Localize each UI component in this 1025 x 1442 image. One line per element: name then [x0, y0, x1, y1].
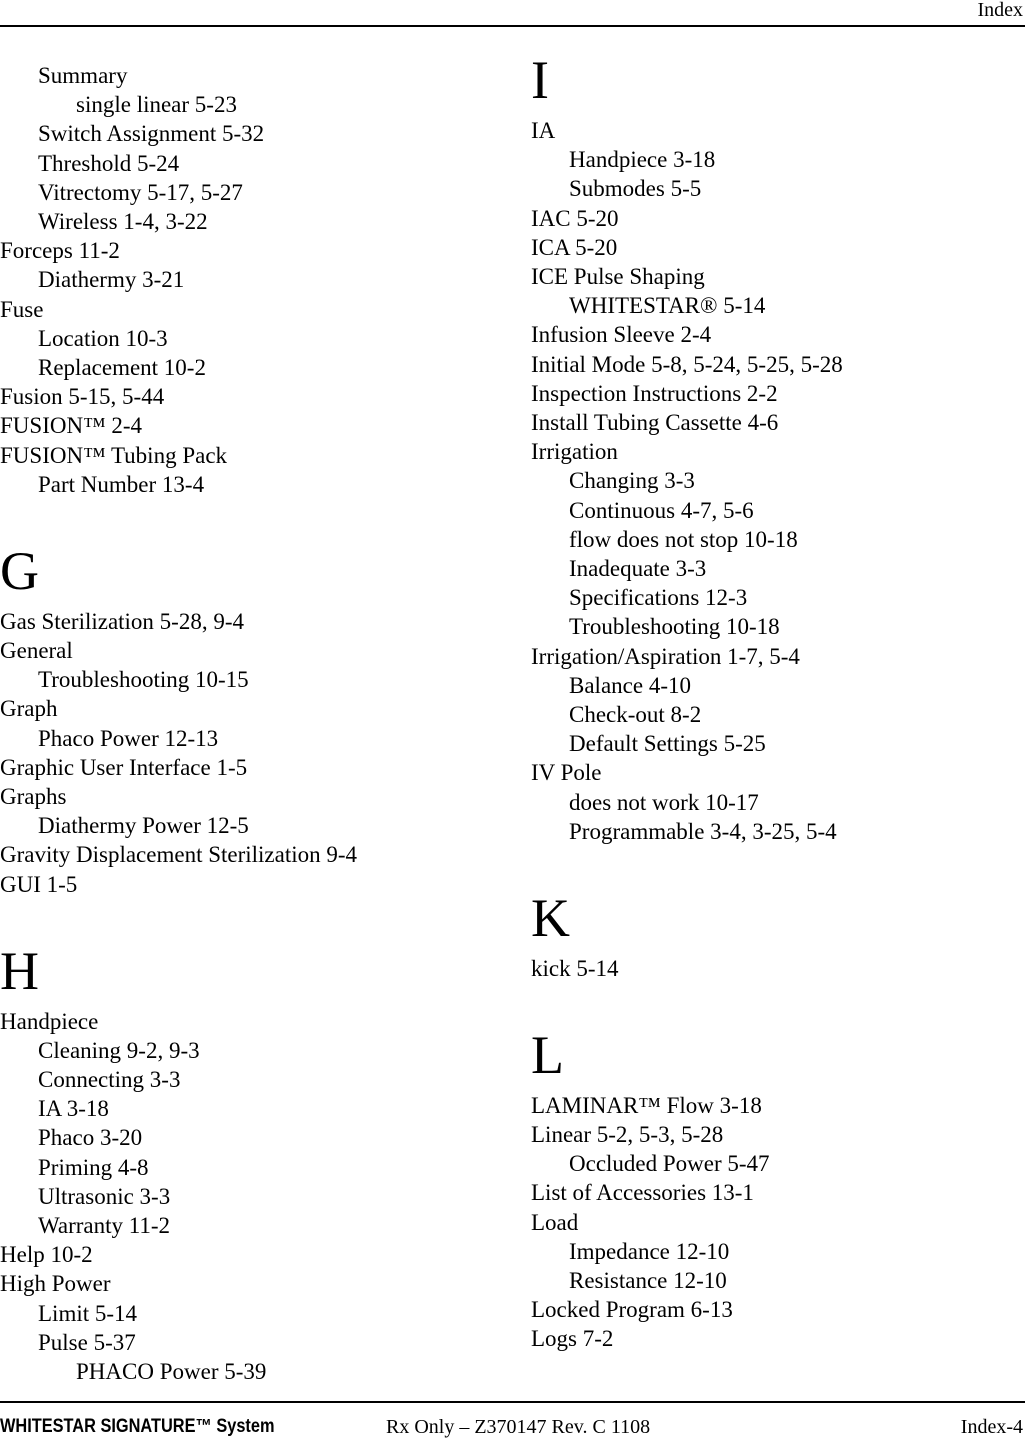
- index-subentry: Ultrasonic 3-3: [38, 1183, 171, 1209]
- index-entry: FUSION™ 2-4: [0, 413, 143, 439]
- index-subentry: PHACO Power 5-39: [76, 1359, 267, 1384]
- footer-product-name: WHITESTAR SIGNATURE™ System: [0, 1416, 275, 1437]
- section-letter: I: [531, 50, 549, 110]
- index-subentry: Resistance 12-10: [569, 1268, 727, 1293]
- index-subentry: single linear 5-23: [76, 92, 237, 118]
- index-subentry: IA 3-18: [38, 1096, 109, 1122]
- running-header: Index: [977, 0, 1023, 21]
- index-entry: Graph: [0, 696, 58, 722]
- index-entry: Inspection Instructions 2-2: [531, 380, 778, 406]
- index-subentry: Default Settings 5-25: [569, 731, 766, 757]
- index-entry: Graphs: [0, 784, 67, 809]
- index-subentry: Pulse 5-37: [38, 1329, 136, 1355]
- section-letter: K: [531, 887, 570, 948]
- index-entry: Linear 5-2, 5-3, 5-28: [531, 1122, 724, 1147]
- index-entry: ICA 5-20: [531, 234, 618, 260]
- index-entry: ICE Pulse Shaping: [531, 264, 705, 289]
- footer-page-number: Index-4: [960, 1416, 1023, 1438]
- index-entry: Irrigation: [531, 439, 618, 465]
- footer-document-info: Rx Only – Z370147 Rev. C 1108: [386, 1416, 651, 1438]
- index-subentry: Part Number 13-4: [38, 471, 205, 497]
- index-subentry: does not work 10-17: [569, 789, 759, 815]
- index-entry: kick 5-14: [531, 955, 619, 981]
- index-subentry: Vitrectomy 5-17, 5-27: [38, 179, 243, 205]
- index-entry: Install Tubing Cassette 4-6: [531, 410, 779, 435]
- index-subentry: Warranty 11-2: [38, 1213, 171, 1238]
- index-subentry: Impedance 12-10: [569, 1238, 730, 1264]
- index-subentry: Phaco 3-20: [38, 1125, 143, 1151]
- index-subentry: Cleaning 9-2, 9-3: [38, 1037, 200, 1063]
- index-subentry: flow does not stop 10-18: [569, 526, 798, 552]
- index-entry: Infusion Sleeve 2-4: [531, 322, 712, 348]
- index-subentry: Changing 3-3: [569, 468, 695, 494]
- index-subentry: Summary: [38, 63, 128, 88]
- index-subentry: Handpiece 3-18: [569, 147, 716, 173]
- index-entry: FUSION™ Tubing Pack: [0, 442, 228, 468]
- index-entry: High Power: [0, 1271, 111, 1297]
- index-entry: Help 10-2: [0, 1242, 93, 1268]
- section-letter: L: [531, 1024, 564, 1085]
- index-entry: IA: [531, 118, 556, 143]
- index-subentry: Submodes 5-5: [569, 176, 702, 202]
- index-entry: IAC 5-20: [531, 205, 619, 231]
- index-subentry: Troubleshooting 10-18: [569, 614, 780, 640]
- index-entry: Logs 7-2: [531, 1326, 614, 1352]
- index-entry: Gravity Displacement Sterilization 9-4: [0, 842, 358, 868]
- section-letter: H: [0, 940, 39, 1001]
- index-entry: IV Pole: [531, 760, 602, 786]
- index-subentry: Diathermy 3-21: [38, 267, 185, 293]
- index-entry: Handpiece: [0, 1008, 99, 1034]
- index-entry: Fuse: [0, 296, 44, 322]
- index-entry: General: [0, 638, 73, 663]
- index-subentry: Priming 4-8: [38, 1154, 149, 1180]
- index-subentry: Diathermy Power 12-5: [38, 813, 249, 839]
- index-subentry: Switch Assignment 5-32: [38, 121, 265, 147]
- index-subentry: Troubleshooting 10-15: [38, 667, 249, 693]
- index-subentry: Connecting 3-3: [38, 1067, 181, 1092]
- index-subentry: Balance 4-10: [569, 672, 691, 698]
- index-subentry: Programmable 3-4, 3-25, 5-4: [569, 818, 837, 844]
- index-subentry: Occluded Power 5-47: [569, 1151, 770, 1177]
- index-entry: Forceps 11-2: [0, 238, 120, 264]
- index-subentry: Inadequate 3-3: [569, 556, 707, 581]
- index-subentry: WHITESTAR® 5-14: [569, 293, 766, 319]
- index-subentry: Check-out 8-2: [569, 702, 702, 727]
- index-subentry: Threshold 5-24: [38, 150, 180, 176]
- index-entry: Irrigation/Aspiration 1-7, 5-4: [531, 643, 800, 669]
- index-subentry: Wireless 1-4, 3-22: [38, 209, 208, 234]
- index-subentry: Specifications 12-3: [569, 585, 748, 611]
- index-entry: Locked Program 6-13: [531, 1297, 733, 1323]
- index-entry: Gas Sterilization 5-28, 9-4: [0, 608, 245, 634]
- index-entry: Initial Mode 5-8, 5-24, 5-25, 5-28: [531, 351, 843, 377]
- index-entry: Fusion 5-15, 5-44: [0, 384, 165, 410]
- index-subentry: Phaco Power 12-13: [38, 725, 219, 751]
- section-letter: G: [0, 540, 39, 601]
- index-entry: List of Accessories 13-1: [531, 1180, 754, 1206]
- index-subentry: Continuous 4-7, 5-6: [569, 497, 754, 523]
- index-entry: Load: [531, 1209, 579, 1235]
- index-subentry: Replacement 10-2: [38, 355, 206, 380]
- index-entry: Graphic User Interface 1-5: [0, 754, 248, 780]
- index-subentry: Location 10-3: [38, 325, 168, 351]
- index-entry: LAMINAR™ Flow 3-18: [531, 1092, 762, 1118]
- index-subentry: Limit 5-14: [38, 1300, 138, 1326]
- footer-rule: [0, 1401, 1025, 1403]
- index-entry: GUI 1-5: [0, 871, 78, 897]
- header-rule: [0, 25, 1025, 27]
